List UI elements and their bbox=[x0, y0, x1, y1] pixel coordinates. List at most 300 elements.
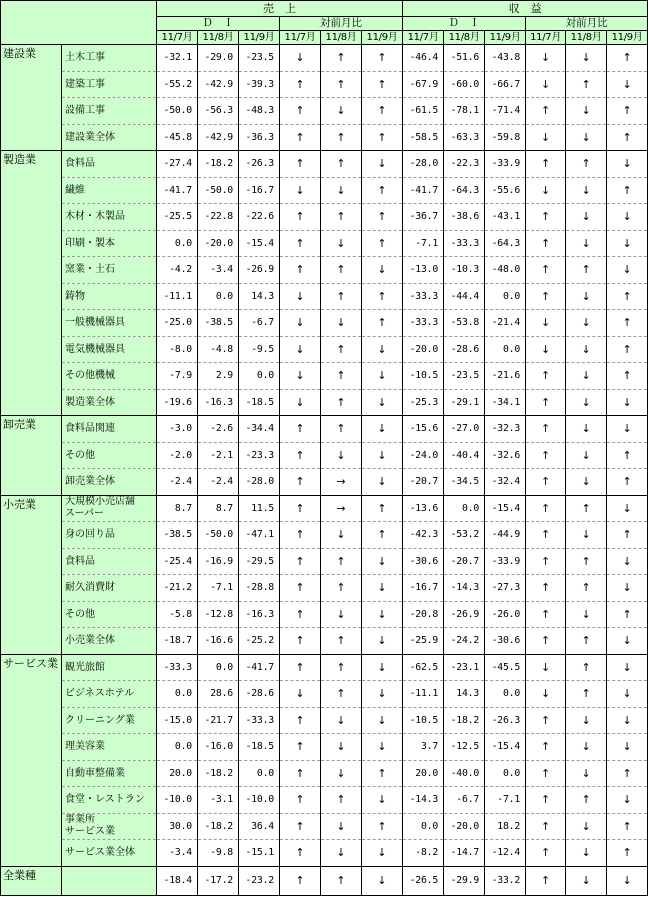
category-label: 製造業全体 bbox=[62, 389, 157, 416]
profit-di-value: -43.1 bbox=[485, 204, 526, 231]
sales-di-value: -8.0 bbox=[157, 336, 198, 363]
sector-label: サービス業 bbox=[1, 654, 62, 866]
profit-trend-arrow: ↓ bbox=[566, 336, 607, 363]
profit-trend-arrow: ↑ bbox=[607, 522, 648, 549]
profit-di-value: -51.6 bbox=[444, 45, 485, 72]
category-label-line: サービス業 bbox=[65, 826, 115, 838]
profit-di-value: -55.6 bbox=[485, 177, 526, 204]
profit-di-value: 18.2 bbox=[485, 813, 526, 840]
profit-trend-arrow: ↓ bbox=[566, 416, 607, 443]
profit-di-value: -14.3 bbox=[403, 787, 444, 814]
sales-trend-arrow: → bbox=[321, 495, 362, 522]
profit-di-value: -20.8 bbox=[403, 601, 444, 628]
profit-trend-arrow: ↑ bbox=[566, 628, 607, 655]
profit-di-value: -18.2 bbox=[444, 707, 485, 734]
sales-trend-arrow: ↑ bbox=[280, 98, 321, 125]
sales-di-value: -38.5 bbox=[157, 522, 198, 549]
profit-di-value: 3.7 bbox=[403, 734, 444, 761]
category-label: 身の回り品 bbox=[62, 522, 157, 549]
sales-di-value: -2.6 bbox=[198, 416, 239, 443]
sales-trend-arrow: ↑ bbox=[321, 866, 362, 896]
profit-trend-arrow: ↓ bbox=[607, 866, 648, 896]
profit-trend-arrow: ↓ bbox=[526, 336, 566, 363]
profit-di-value: -12.4 bbox=[485, 840, 526, 867]
sales-trend-arrow: ↓ bbox=[362, 363, 403, 390]
profit-di-value: -38.6 bbox=[444, 204, 485, 231]
sales-di-value: -25.5 bbox=[157, 204, 198, 231]
sales-di-value: 2.9 bbox=[198, 363, 239, 390]
profit-trend-arrow: ↓ bbox=[607, 151, 648, 178]
profit-di-value: -71.4 bbox=[485, 98, 526, 125]
header-corner bbox=[1, 1, 157, 45]
profit-di-value: -32.3 bbox=[485, 416, 526, 443]
sales-trend-arrow: ↓ bbox=[362, 654, 403, 681]
profit-trend-arrow: ↓ bbox=[566, 310, 607, 337]
sales-trend-arrow: ↑ bbox=[321, 681, 362, 708]
sales-trend-arrow: ↑ bbox=[321, 389, 362, 416]
table-row bbox=[1, 760, 648, 787]
sales-trend-arrow: ↓ bbox=[362, 469, 403, 496]
profit-trend-arrow: ↑ bbox=[607, 310, 648, 337]
sales-trend-arrow: ↓ bbox=[362, 336, 403, 363]
sales-di-value: -6.7 bbox=[239, 310, 280, 337]
profit-trend-arrow: ↑ bbox=[607, 840, 648, 867]
profit-trend-arrow: ↓ bbox=[607, 204, 648, 231]
sales-trend-arrow: ↑ bbox=[321, 628, 362, 655]
profit-trend-arrow: ↑ bbox=[526, 257, 566, 284]
sales-di-value: -10.0 bbox=[157, 787, 198, 814]
profit-di-value: -12.5 bbox=[444, 734, 485, 761]
profit-di-value: -25.9 bbox=[403, 628, 444, 655]
category-label bbox=[62, 866, 157, 896]
profit-trend-arrow: ↓ bbox=[566, 760, 607, 787]
category-label: 小売業全体 bbox=[62, 628, 157, 655]
category-label: 一般機械器具 bbox=[62, 310, 157, 337]
profit-di-value: -23.1 bbox=[444, 654, 485, 681]
sales-di-value: -17.2 bbox=[198, 866, 239, 896]
profit-trend-arrow: ↓ bbox=[607, 787, 648, 814]
profit-trend-arrow: ↑ bbox=[566, 575, 607, 602]
sales-di-value: -16.3 bbox=[198, 389, 239, 416]
category-label: 窯業・土石 bbox=[62, 257, 157, 284]
profit-di-value: -8.2 bbox=[403, 840, 444, 867]
sales-trend-arrow: ↑ bbox=[280, 866, 321, 896]
category-label: 自動車整備業 bbox=[62, 760, 157, 787]
sales-trend-arrow: ↓ bbox=[362, 734, 403, 761]
profit-di-value: -11.1 bbox=[403, 681, 444, 708]
sales-di-value: 0.0 bbox=[157, 230, 198, 257]
sales-trend-arrow: ↑ bbox=[362, 310, 403, 337]
table-row bbox=[1, 840, 648, 867]
sales-di-value: -25.4 bbox=[157, 548, 198, 575]
profit-di-value: -6.7 bbox=[444, 787, 485, 814]
sales-di-value: -48.3 bbox=[239, 98, 280, 125]
profit-di-value: -62.5 bbox=[403, 654, 444, 681]
sales-trend-arrow: ↑ bbox=[321, 151, 362, 178]
sales-di-value: -16.0 bbox=[198, 734, 239, 761]
sales-trend-arrow: ↓ bbox=[321, 522, 362, 549]
profit-di-value: -7.1 bbox=[485, 787, 526, 814]
profit-trend-arrow: ↓ bbox=[607, 681, 648, 708]
profit-trend-arrow: ↓ bbox=[566, 98, 607, 125]
table-row bbox=[1, 495, 648, 522]
profit-di-value: -10.5 bbox=[403, 363, 444, 390]
profit-trend-arrow: ↓ bbox=[526, 177, 566, 204]
profit-di-value: -20.0 bbox=[403, 336, 444, 363]
sales-di-value: -25.0 bbox=[157, 310, 198, 337]
profit-trend-arrow: ↓ bbox=[607, 654, 648, 681]
sales-di-value: -28.8 bbox=[239, 575, 280, 602]
sales-trend-arrow: ↓ bbox=[362, 575, 403, 602]
month-header: 11/9月 bbox=[239, 31, 280, 45]
sales-di-value: -33.3 bbox=[239, 707, 280, 734]
sales-trend-arrow: ↑ bbox=[280, 151, 321, 178]
profit-trend-arrow: ↑ bbox=[526, 151, 566, 178]
profit-di-value: -25.3 bbox=[403, 389, 444, 416]
sales-trend-arrow: ↑ bbox=[362, 204, 403, 231]
sales-di-value: -7.9 bbox=[157, 363, 198, 390]
profit-di-value: -30.6 bbox=[485, 628, 526, 655]
sales-trend-arrow: ↓ bbox=[321, 813, 362, 840]
profit-trend-arrow: ↑ bbox=[526, 601, 566, 628]
sales-trend-arrow: ↓ bbox=[362, 866, 403, 896]
profit-trend-arrow: ↑ bbox=[526, 522, 566, 549]
profit-di-value: -53.2 bbox=[444, 522, 485, 549]
profit-trend-arrow: ↑ bbox=[566, 681, 607, 708]
sales-trend-arrow: ↓ bbox=[362, 707, 403, 734]
profit-di-value: -23.5 bbox=[444, 363, 485, 390]
profit-di-value: -20.7 bbox=[403, 469, 444, 496]
sales-trend-arrow: ↑ bbox=[280, 442, 321, 469]
profit-trend-arrow: ↓ bbox=[526, 71, 566, 98]
category-label: 設備工事 bbox=[62, 98, 157, 125]
month-header: 11/8月 bbox=[444, 31, 485, 45]
table-row bbox=[1, 45, 648, 72]
sales-trend-arrow: ↑ bbox=[362, 98, 403, 125]
profit-di-value: -13.6 bbox=[403, 495, 444, 522]
profit-trend-arrow: ↑ bbox=[607, 442, 648, 469]
sales-trend-arrow: ↓ bbox=[362, 628, 403, 655]
category-label: 卸売業全体 bbox=[62, 469, 157, 496]
table-row bbox=[1, 310, 648, 337]
profit-trend-arrow: ↓ bbox=[566, 363, 607, 390]
month-header: 11/8月 bbox=[566, 31, 607, 45]
profit-di-value: -66.7 bbox=[485, 71, 526, 98]
sales-di-value: -21.7 bbox=[198, 707, 239, 734]
profit-trend-arrow: ↑ bbox=[526, 628, 566, 655]
profit-trend-arrow: ↑ bbox=[607, 45, 648, 72]
profit-di-value: 0.0 bbox=[485, 283, 526, 310]
sales-di-value: -9.5 bbox=[239, 336, 280, 363]
sales-trend-arrow: ↑ bbox=[321, 257, 362, 284]
profit-trend-arrow: ↑ bbox=[526, 442, 566, 469]
profit-di-value: -21.6 bbox=[485, 363, 526, 390]
profit-di-value: -67.9 bbox=[403, 71, 444, 98]
profit-trend-arrow: ↑ bbox=[526, 840, 566, 867]
profit-trend-arrow: ↓ bbox=[566, 734, 607, 761]
table-row bbox=[1, 257, 648, 284]
sales-trend-arrow: ↑ bbox=[280, 628, 321, 655]
sales-trend-arrow: ↓ bbox=[280, 336, 321, 363]
sales-trend-arrow: ↑ bbox=[280, 495, 321, 522]
profit-trend-arrow: ↓ bbox=[607, 707, 648, 734]
sales-trend-arrow: ↓ bbox=[362, 416, 403, 443]
category-label: 木材・木製品 bbox=[62, 204, 157, 231]
profit-trend-arrow: ↑ bbox=[566, 548, 607, 575]
sales-di-value: -23.2 bbox=[239, 866, 280, 896]
profit-trend-arrow: ↓ bbox=[526, 45, 566, 72]
category-label: 建設業全体 bbox=[62, 124, 157, 151]
sales-di-value: -3.1 bbox=[198, 787, 239, 814]
sales-di-value: -28.6 bbox=[239, 681, 280, 708]
profit-trend-arrow: ↓ bbox=[607, 71, 648, 98]
category-label: 食料品関連 bbox=[62, 416, 157, 443]
profit-trend-arrow: ↑ bbox=[566, 257, 607, 284]
sales-header: 売 上 bbox=[157, 1, 403, 17]
profit-di-value: -42.3 bbox=[403, 522, 444, 549]
sales-di-value: -2.0 bbox=[157, 442, 198, 469]
sales-trend-arrow: ↓ bbox=[362, 442, 403, 469]
profit-di-value: -24.2 bbox=[444, 628, 485, 655]
category-label: クリーニング業 bbox=[62, 707, 157, 734]
profit-trend-arrow: ↓ bbox=[607, 548, 648, 575]
category-label: 繊維 bbox=[62, 177, 157, 204]
table-row bbox=[1, 813, 648, 840]
profit-trend-arrow: ↑ bbox=[607, 124, 648, 151]
sales-di-value: -50.0 bbox=[198, 522, 239, 549]
profit-di-value: -34.5 bbox=[444, 469, 485, 496]
profit-di-value: -33.2 bbox=[485, 866, 526, 896]
profit-di-value: -26.3 bbox=[485, 707, 526, 734]
category-label: ビジネスホテル bbox=[62, 681, 157, 708]
profit-trend-arrow: ↓ bbox=[607, 628, 648, 655]
sales-trend-arrow: ↑ bbox=[362, 124, 403, 151]
sales-trend-arrow: ↓ bbox=[362, 787, 403, 814]
category-label: その他 bbox=[62, 601, 157, 628]
sales-trend-arrow: ↓ bbox=[321, 442, 362, 469]
profit-trend-arrow: ↑ bbox=[607, 336, 648, 363]
profit-di-value: -20.0 bbox=[444, 813, 485, 840]
sales-trend-arrow: ↓ bbox=[280, 310, 321, 337]
sales-di-value: -7.1 bbox=[198, 575, 239, 602]
table-row bbox=[1, 787, 648, 814]
profit-di-value: -15.4 bbox=[485, 734, 526, 761]
sales-trend-arrow: ↑ bbox=[321, 363, 362, 390]
table-row bbox=[1, 389, 648, 416]
profit-header: 収 益 bbox=[403, 1, 648, 17]
sales-di-value: -55.2 bbox=[157, 71, 198, 98]
sales-trend-arrow: ↑ bbox=[280, 124, 321, 151]
profit-trend-arrow: ↑ bbox=[526, 469, 566, 496]
sales-trend-arrow: ↓ bbox=[321, 760, 362, 787]
sales-trend-arrow: ↓ bbox=[280, 681, 321, 708]
sales-trend-arrow: ↑ bbox=[280, 813, 321, 840]
profit-di-value: -28.6 bbox=[444, 336, 485, 363]
sales-di-value: -32.1 bbox=[157, 45, 198, 72]
profit-di-value: -22.3 bbox=[444, 151, 485, 178]
sales-di-value: 8.7 bbox=[157, 495, 198, 522]
category-label: 鋳物 bbox=[62, 283, 157, 310]
sales-trend-arrow: ↑ bbox=[321, 204, 362, 231]
sales-di-value: -56.3 bbox=[198, 98, 239, 125]
sales-trend-arrow: ↑ bbox=[362, 760, 403, 787]
month-header: 11/9月 bbox=[362, 31, 403, 45]
sales-trend-arrow: ↑ bbox=[280, 787, 321, 814]
sales-di-header: Ｄ Ｉ bbox=[157, 17, 280, 31]
profit-di-value: -13.0 bbox=[403, 257, 444, 284]
profit-trend-arrow: ↑ bbox=[526, 760, 566, 787]
sales-di-value: -41.7 bbox=[239, 654, 280, 681]
profit-trend-arrow: ↑ bbox=[566, 787, 607, 814]
profit-trend-arrow: ↑ bbox=[566, 654, 607, 681]
sector-label: 製造業 bbox=[1, 151, 62, 416]
profit-di-value: -27.0 bbox=[444, 416, 485, 443]
sales-di-value: -22.8 bbox=[198, 204, 239, 231]
profit-di-value: -40.4 bbox=[444, 442, 485, 469]
table-row bbox=[1, 363, 648, 390]
profit-trend-arrow: ↓ bbox=[607, 734, 648, 761]
profit-di-value: -48.0 bbox=[485, 257, 526, 284]
profit-trend-arrow: ↑ bbox=[607, 177, 648, 204]
profit-di-value: -20.7 bbox=[444, 548, 485, 575]
table-row bbox=[1, 442, 648, 469]
profit-trend-arrow: ↑ bbox=[607, 469, 648, 496]
profit-di-value: -46.4 bbox=[403, 45, 444, 72]
category-label: その他機械 bbox=[62, 363, 157, 390]
sales-di-value: 36.4 bbox=[239, 813, 280, 840]
table-row bbox=[1, 151, 648, 178]
sales-trend-arrow: ↑ bbox=[321, 548, 362, 575]
profit-di-value: 20.0 bbox=[403, 760, 444, 787]
sales-di-value: -28.0 bbox=[239, 469, 280, 496]
profit-di-value: -53.8 bbox=[444, 310, 485, 337]
profit-trend-arrow: ↓ bbox=[566, 813, 607, 840]
sales-trend-arrow: ↑ bbox=[321, 45, 362, 72]
month-header: 11/8月 bbox=[198, 31, 239, 45]
profit-di-value: -63.3 bbox=[444, 124, 485, 151]
profit-di-value: -78.1 bbox=[444, 98, 485, 125]
profit-trend-arrow: ↓ bbox=[607, 389, 648, 416]
profit-trend-arrow: ↑ bbox=[566, 495, 607, 522]
profit-trend-arrow: ↓ bbox=[566, 469, 607, 496]
profit-di-value: -14.7 bbox=[444, 840, 485, 867]
month-header: 11/7月 bbox=[280, 31, 321, 45]
sales-trend-arrow: ↓ bbox=[321, 98, 362, 125]
sales-di-value: -3.0 bbox=[157, 416, 198, 443]
sales-di-value: -33.3 bbox=[157, 654, 198, 681]
profit-trend-arrow: ↑ bbox=[526, 707, 566, 734]
profit-di-value: -26.5 bbox=[403, 866, 444, 896]
category-label-line: 大規模小売店舗 bbox=[65, 496, 135, 508]
sector-label: 建設業 bbox=[1, 45, 62, 151]
profit-trend-arrow: ↑ bbox=[526, 495, 566, 522]
profit-di-value: 0.0 bbox=[403, 813, 444, 840]
profit-trend-arrow: ↓ bbox=[566, 124, 607, 151]
profit-trend-arrow: ↓ bbox=[607, 230, 648, 257]
category-label: 耐久消費財 bbox=[62, 575, 157, 602]
profit-trend-arrow: ↑ bbox=[526, 416, 566, 443]
profit-di-value: -34.1 bbox=[485, 389, 526, 416]
sales-trend-arrow: ↓ bbox=[280, 177, 321, 204]
sales-trend-arrow: ↑ bbox=[280, 230, 321, 257]
profit-di-value: -21.4 bbox=[485, 310, 526, 337]
profit-trend-arrow: ↓ bbox=[566, 442, 607, 469]
sales-di-value: -29.5 bbox=[239, 548, 280, 575]
profit-di-value: -28.0 bbox=[403, 151, 444, 178]
sales-di-value: -18.2 bbox=[198, 760, 239, 787]
profit-di-value: -27.3 bbox=[485, 575, 526, 602]
sales-trend-arrow: ↑ bbox=[280, 416, 321, 443]
sales-trend-arrow: ↓ bbox=[321, 734, 362, 761]
sales-trend-arrow: ↑ bbox=[321, 124, 362, 151]
profit-di-value: -24.0 bbox=[403, 442, 444, 469]
sales-di-value: -2.4 bbox=[157, 469, 198, 496]
sales-di-value: 20.0 bbox=[157, 760, 198, 787]
month-header: 11/8月 bbox=[321, 31, 362, 45]
profit-di-value: -30.6 bbox=[403, 548, 444, 575]
sales-di-value: -2.4 bbox=[198, 469, 239, 496]
category-label: 土木工事 bbox=[62, 45, 157, 72]
profit-trend-arrow: ↑ bbox=[526, 787, 566, 814]
profit-di-value: -10.5 bbox=[403, 707, 444, 734]
sales-trend-arrow: ↑ bbox=[321, 787, 362, 814]
profit-di-value: -43.8 bbox=[485, 45, 526, 72]
sales-di-value: -29.0 bbox=[198, 45, 239, 72]
sales-di-value: -21.2 bbox=[157, 575, 198, 602]
sales-trend-arrow: ↓ bbox=[280, 363, 321, 390]
sales-trend-arrow: ↓ bbox=[362, 151, 403, 178]
sales-di-value: -18.5 bbox=[239, 734, 280, 761]
category-label: 電気機械器具 bbox=[62, 336, 157, 363]
profit-di-value: 0.0 bbox=[485, 760, 526, 787]
profit-trend-arrow: ↓ bbox=[607, 416, 648, 443]
profit-trend-arrow: ↑ bbox=[526, 548, 566, 575]
profit-di-value: -33.3 bbox=[403, 310, 444, 337]
profit-trend-arrow: ↑ bbox=[607, 98, 648, 125]
profit-di-value: -26.9 bbox=[444, 601, 485, 628]
profit-di-value: 0.0 bbox=[444, 495, 485, 522]
profit-trend-arrow: ↑ bbox=[526, 363, 566, 390]
sales-di-value: -50.0 bbox=[198, 177, 239, 204]
table-row bbox=[1, 866, 648, 896]
sales-di-value: -15.0 bbox=[157, 707, 198, 734]
table-row bbox=[1, 734, 648, 761]
profit-trend-arrow: ↑ bbox=[607, 813, 648, 840]
table-row bbox=[1, 601, 648, 628]
sales-di-value: -5.8 bbox=[157, 601, 198, 628]
sales-trend-arrow: ↑ bbox=[362, 71, 403, 98]
sales-di-value: -16.3 bbox=[239, 601, 280, 628]
profit-di-value: -7.1 bbox=[403, 230, 444, 257]
profit-di-value: -26.0 bbox=[485, 601, 526, 628]
profit-di-value: -61.5 bbox=[403, 98, 444, 125]
category-label bbox=[62, 495, 157, 522]
profit-trend-arrow: ↓ bbox=[566, 45, 607, 72]
category-label bbox=[62, 813, 157, 840]
sales-trend-arrow: ↑ bbox=[280, 575, 321, 602]
table-row bbox=[1, 707, 648, 734]
sales-di-value: -18.5 bbox=[239, 389, 280, 416]
sales-di-value: -23.3 bbox=[239, 442, 280, 469]
profit-di-value: -29.1 bbox=[444, 389, 485, 416]
sales-trend-arrow: ↑ bbox=[280, 760, 321, 787]
sales-di-value: -10.0 bbox=[239, 787, 280, 814]
profit-di-header: Ｄ Ｉ bbox=[403, 17, 526, 31]
category-label: 建築工事 bbox=[62, 71, 157, 98]
sales-trend-arrow: ↓ bbox=[280, 389, 321, 416]
sector-label: 小売業 bbox=[1, 495, 62, 654]
profit-trend-arrow: ↑ bbox=[526, 575, 566, 602]
